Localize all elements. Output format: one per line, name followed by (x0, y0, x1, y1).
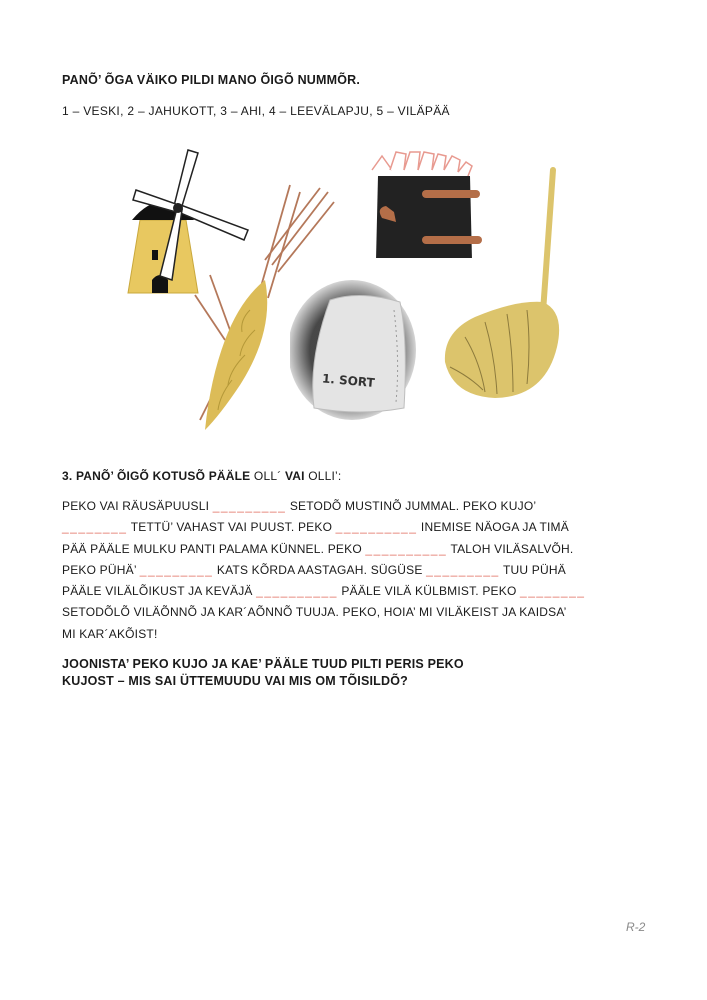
task-title: PANÕ’ ÕGA VÄIKO PILDI MANO ÕIGÕ NUMMÕR. (62, 73, 361, 87)
bread-peel-icon[interactable] (435, 162, 575, 412)
number-legend: 1 – VESKI, 2 – JAHUKOTT, 3 – AHI, 4 – LEEVÄLAPJU, 5 – VILÄPÄÄ (62, 104, 450, 118)
fill-in-paragraph (62, 496, 652, 645)
picture-area (110, 140, 580, 430)
page-number: R-2 (626, 920, 646, 934)
option-vai: VAI (284, 469, 305, 483)
section-3-heading (62, 469, 341, 483)
heading-bold-part: PANÕ’ ÕIGÕ KOTUSÕ PÄÄLE (75, 469, 251, 483)
blank-8[interactable]: ________ (520, 584, 586, 599)
sentence-text: PEKO VAI RÄUSÄPUUSLI (62, 499, 213, 513)
blank-2[interactable]: ________ (62, 520, 128, 535)
sentence-text: TETTÜ’ VAHAST VAI PUUST. PEKO (127, 520, 336, 535)
sentence-text: PÄÄLE VILÄ KÜLBMIST. PEKO (337, 584, 521, 599)
sentence-text: TUU PÜHÄ (499, 562, 566, 577)
sentence-text: INEMISE NÄOGA JA TIMÄ (417, 520, 569, 535)
flour-sack-icon[interactable] (290, 280, 420, 420)
sentence-text: KATS KÕRDA AASTAGAH. SÜGÜSE (213, 562, 427, 577)
sentence-text: PÄÄLE VILÄLÕIKUST JA KEVÄJÄ (62, 584, 257, 599)
sentence-text: TALOH VILÄSALVÕH. (447, 541, 574, 556)
blank-6[interactable]: _________ (426, 562, 500, 577)
blank-5[interactable]: _________ (139, 562, 214, 577)
blank-3[interactable]: __________ (335, 520, 418, 535)
blank-4[interactable]: __________ (365, 541, 448, 556)
drawing-task (62, 656, 464, 690)
blank-7[interactable]: __________ (256, 584, 338, 599)
sack-label: 1. SORT (321, 371, 376, 391)
task-line-2: KUJOST – MIS SAI ÜTTEMUUDU VAI MIS OM TÕISILDÕ? (62, 674, 408, 688)
option-olli: OLLI’: (308, 469, 342, 483)
task-line-1: JOONISTA’ PEKO KUJO JA KAE’ PÄÄLE TUUD PILTI PERIS PEKO (62, 657, 464, 671)
sentence-text: SETODÕLÕ VILÄÕNNÕ JA KAR´AÕNNÕ TUUJA. PEKO, HOIA’ MI VILÄKEIST JA KAIDSA’ (62, 605, 567, 620)
sentence-text: PEKO PÜHÄ’ (62, 562, 140, 577)
section-number: 3. (62, 469, 73, 483)
option-oll: OLL´ (253, 469, 282, 483)
blank-1[interactable]: _________ (212, 499, 287, 513)
sentence-text: MI KAR´AKÕIST! (62, 626, 158, 641)
sentence-text: PÄÄ PÄÄLE MULKU PANTI PALAMA KÜNNEL. PEKO (62, 541, 366, 556)
sentence-text: SETODÕ MUSTINÕ JUMMAL. PEKO KUJO’ (286, 499, 537, 513)
